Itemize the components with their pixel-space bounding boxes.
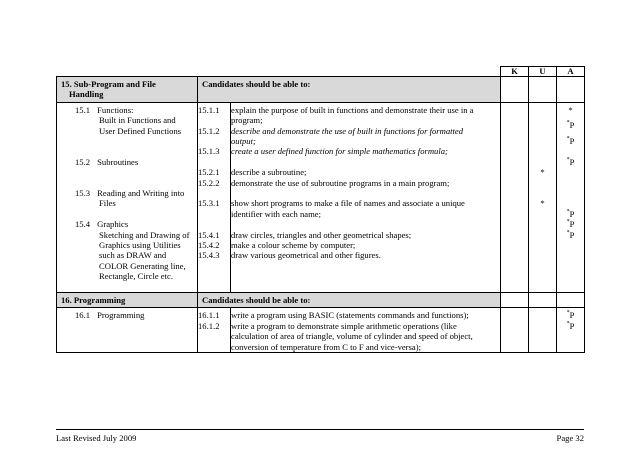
section-15-body [57,102,585,292]
topic-15-3: 15.3 Reading and Writing into Files [75,188,185,209]
a-mark-16-1-2: *P [566,320,575,331]
section-16-header [57,293,585,308]
a-mark-15-4-1: *P [566,209,575,219]
section-15-header [57,77,585,103]
objective-16-1-1: write a program using BASIC (statements commands and functions); [231,310,469,321]
a-mark-15-4-2: *P [566,219,575,230]
codes-column: 15.1.1 15.1.2 15.1.3 15.2.1 15.2.2 15.3.1 15.4.1 15.4.2 15.4.3 [198,102,231,292]
footer-revised: Last Revised July 2009 [56,433,137,443]
u-column [529,102,557,292]
topic-15-4: 15.4 Graphics Sketching and Drawing of Graphics using Utilities such as DRAW and COLOR Generating line, Rectangle, Circle etc. [75,219,190,282]
objective-15-4-3: draw various geometrical and other figures. [231,250,381,261]
topic-15-1: 15.1 Functions: Built in Functions and User Defined Functions [75,104,182,136]
syllabus-table [56,66,585,353]
objective-15-3-1: show short programs to make a file of names and associate a unique identifier with each name; [231,198,465,219]
section-15-heading: Candidates should be able to: [198,77,501,103]
objective-15-2-1: describe a subroutine; [231,167,307,178]
objective-16-1-2: write a program to demonstrate simple arithmetic operations (like calculation of area of triangle, volume of cylinder and speed of object, conversion of temperature from C to F and vice-versa); [231,320,473,352]
section-16-title: 16. Programming [57,293,198,308]
syllabus-page [56,66,584,353]
a-mark-15-1-1: * [568,104,573,115]
topics-column [57,102,198,292]
objective-15-4-1: draw circles, triangles and other geometrical shapes; [231,229,412,240]
header-a: A [557,67,585,77]
objectives-column [231,102,501,292]
header-u: U [529,67,557,77]
section-15-title: 15. Sub-Program and File Handling [57,77,198,103]
a-mark-16-1-1: *P [566,310,575,321]
topic-15-2: 15.2 Subroutines [75,156,139,167]
kua-header-row [57,67,585,77]
objective-15-2-2: demonstrate the use of subroutine programs in a main program; [231,177,450,188]
objective-15-4-2: make a colour scheme by computer; [231,240,356,251]
k-column [501,102,529,292]
a-column [557,102,585,292]
header-k: K [501,67,529,77]
a-mark-15-4-3: *P [566,229,575,240]
objective-15-1-2: describe and demonstrate the use of built in functions for formatted output; [231,125,464,147]
a-mark-15-1-3: *P [566,135,575,146]
footer-rule [56,429,584,430]
topic-16-1: 16.1 Programming [57,308,198,353]
section-16-heading: Candidates should be able to: [198,293,501,308]
u-mark-15-3-1: * [540,198,545,209]
u-mark-15-2-1: * [540,167,545,178]
footer-page-number: Page 32 [556,433,584,443]
objective-15-1-1: explain the purpose of built in functions and demonstrate their use in a program; [231,104,474,126]
section-16-body: 16.1 Programming 16.1.1 16.1.2 write a program using BASIC (statements commands and functions); write a program to demonstrate simple arithmetic operations (like calculation of area of triangle, volume of cylinder and speed of object, conversion of temperature from C to F and vice-versa); *P *P [57,308,585,353]
a-mark-15-2-2: *P [566,157,575,168]
objective-15-1-3: create a user defined function for simple mathematics formula; [231,146,448,157]
a-mark-15-1-2: *P [566,120,575,131]
